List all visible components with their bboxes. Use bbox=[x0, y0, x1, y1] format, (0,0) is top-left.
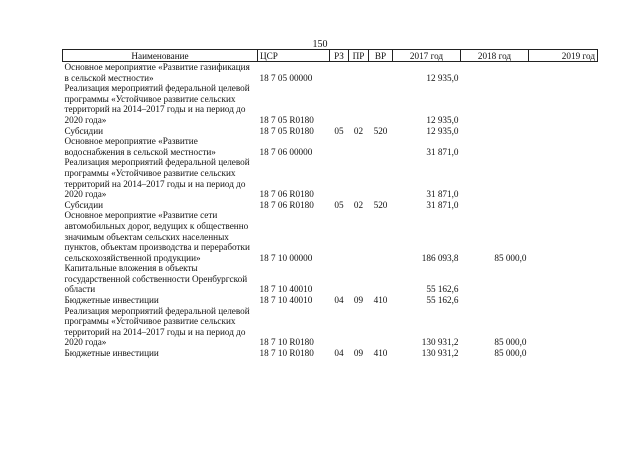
cell-pr: 09 bbox=[353, 348, 364, 359]
table-row bbox=[63, 348, 598, 359]
cell-name: Субсидии bbox=[64, 125, 104, 136]
cell-2017: 55 162,6 bbox=[426, 295, 459, 306]
cell-rz: 04 bbox=[334, 295, 344, 306]
cell-2018 bbox=[461, 200, 529, 211]
cell-2018 bbox=[461, 157, 529, 199]
header-vr: ВР bbox=[369, 50, 393, 62]
cell-csr: 18 7 06 R0180 bbox=[259, 189, 314, 200]
cell-pr: 02 bbox=[353, 125, 364, 136]
cell-2017: 12 935,0 bbox=[426, 114, 459, 125]
cell-rz bbox=[330, 136, 349, 157]
cell-name: Основное мероприятие «Развитие сети автомобильных дорог, ведущих к общественно значимым объектам сельских населенных пунктов, объектам производства и переработки сельскохозяйственной продукции» bbox=[64, 210, 250, 263]
cell-vr bbox=[369, 210, 393, 263]
cell-2019 bbox=[529, 348, 598, 359]
cell-csr: 18 7 05 00000 bbox=[259, 72, 313, 83]
table-header bbox=[63, 50, 598, 62]
cell-vr bbox=[369, 306, 393, 348]
cell-csr: 18 7 10 40010 bbox=[259, 295, 313, 306]
cell-2019 bbox=[529, 126, 598, 137]
table-row bbox=[63, 62, 598, 84]
cell-2019 bbox=[529, 136, 598, 157]
cell-csr: 18 7 06 R0180 bbox=[259, 199, 314, 210]
cell-pr bbox=[349, 306, 369, 348]
cell-vr: 520 bbox=[373, 199, 388, 210]
cell-vr: 410 bbox=[373, 348, 388, 359]
cell-2018: 85 000,0 bbox=[494, 337, 527, 348]
cell-pr bbox=[349, 62, 369, 84]
cell-pr bbox=[349, 83, 369, 125]
cell-2018 bbox=[461, 83, 529, 125]
cell-pr bbox=[349, 210, 369, 263]
cell-2018 bbox=[461, 136, 529, 157]
cell-2019 bbox=[529, 157, 598, 199]
cell-2018 bbox=[461, 62, 529, 84]
cell-2018 bbox=[461, 295, 529, 306]
cell-name: Реализация мероприятий федеральной целевой программы «Устойчивое развитие сельских территорий на 2014–2017 годы и на период до 2020 года» bbox=[64, 83, 250, 125]
cell-name: Реализация мероприятий федеральной целевой программы «Устойчивое развитие сельских территорий на 2014–2017 годы и на период до 2020 года» bbox=[64, 305, 250, 348]
cell-rz bbox=[330, 306, 349, 348]
cell-rz bbox=[330, 62, 349, 84]
cell-2017: 12 935,0 bbox=[426, 125, 459, 136]
cell-2019 bbox=[529, 295, 598, 306]
cell-2018: 85 000,0 bbox=[494, 252, 527, 263]
table-row bbox=[63, 263, 598, 295]
cell-vr bbox=[369, 83, 393, 125]
cell-rz bbox=[330, 157, 349, 199]
cell-vr: 410 bbox=[373, 295, 388, 306]
cell-rz: 05 bbox=[334, 199, 344, 210]
cell-2019 bbox=[529, 306, 598, 348]
cell-pr bbox=[349, 157, 369, 199]
table-row bbox=[63, 200, 598, 211]
cell-2017: 186 093,8 bbox=[421, 252, 459, 263]
header-pr: ПР bbox=[349, 50, 369, 62]
cell-name: Субсидии bbox=[64, 199, 104, 210]
cell-name: Бюджетные инвестиции bbox=[64, 348, 159, 359]
cell-csr: 18 7 10 R0180 bbox=[259, 348, 314, 359]
table-row bbox=[63, 157, 598, 199]
table-row bbox=[63, 210, 598, 263]
cell-2018: 85 000,0 bbox=[494, 348, 527, 359]
cell-name: Основное мероприятие «Развитие газификация в сельской местности» bbox=[64, 62, 250, 83]
cell-pr: 02 bbox=[353, 199, 364, 210]
cell-vr bbox=[369, 263, 393, 295]
cell-name: Капитальные вложения в объекты государственной собственности Оренбургской области bbox=[64, 263, 248, 295]
cell-csr: 18 7 10 R0180 bbox=[259, 337, 314, 348]
cell-2019 bbox=[529, 200, 598, 211]
cell-2018 bbox=[461, 263, 529, 295]
header-2018: 2018 год bbox=[461, 50, 529, 62]
cell-vr bbox=[369, 62, 393, 84]
budget-table bbox=[62, 49, 598, 359]
cell-rz: 04 bbox=[334, 348, 344, 359]
cell-2019 bbox=[529, 210, 598, 263]
header-rz: РЗ bbox=[330, 50, 349, 62]
cell-csr: 18 7 10 40010 bbox=[259, 284, 313, 295]
cell-2017: 31 871,0 bbox=[426, 189, 459, 200]
cell-pr bbox=[349, 263, 369, 295]
cell-2019 bbox=[529, 62, 598, 84]
cell-vr: 520 bbox=[373, 125, 388, 136]
cell-csr: 18 7 05 R0180 bbox=[259, 114, 314, 125]
table-row bbox=[63, 295, 598, 306]
cell-2017: 31 871,0 bbox=[426, 199, 459, 210]
cell-rz bbox=[330, 263, 349, 295]
cell-2017: 55 162,6 bbox=[426, 284, 459, 295]
cell-2017: 31 871,0 bbox=[426, 146, 459, 157]
table-row bbox=[63, 83, 598, 125]
table-row bbox=[63, 306, 598, 348]
cell-rz bbox=[330, 83, 349, 125]
cell-rz: 05 bbox=[334, 125, 344, 136]
cell-2017: 130 931,2 bbox=[421, 348, 459, 359]
table-body bbox=[63, 62, 598, 359]
cell-name: Реализация мероприятий федеральной целевой программы «Устойчивое развитие сельских территорий на 2014–2017 годы и на период до 2020 года» bbox=[64, 157, 250, 200]
page-number: 150 bbox=[312, 39, 328, 50]
header-2019: 2019 год bbox=[529, 50, 598, 62]
cell-pr: 09 bbox=[353, 295, 364, 306]
cell-2017: 12 935,0 bbox=[426, 72, 459, 83]
cell-2018 bbox=[461, 126, 529, 137]
cell-name: Бюджетные инвестиции bbox=[64, 295, 159, 306]
table-row bbox=[63, 136, 598, 157]
cell-name: Основное мероприятие «Развитие водоснабжения в сельской местности» bbox=[64, 136, 216, 157]
cell-2017: 130 931,2 bbox=[421, 337, 459, 348]
header-name: Наименование bbox=[63, 50, 258, 62]
cell-vr bbox=[369, 136, 393, 157]
header-csr: ЦСР bbox=[258, 50, 330, 62]
cell-2019 bbox=[529, 263, 598, 295]
cell-csr: 18 7 06 00000 bbox=[259, 146, 313, 157]
cell-pr bbox=[349, 136, 369, 157]
header-2017: 2017 год bbox=[393, 50, 461, 62]
table-row bbox=[63, 126, 598, 137]
cell-csr: 18 7 10 00000 bbox=[259, 252, 313, 263]
cell-csr: 18 7 05 R0180 bbox=[259, 125, 314, 136]
cell-rz bbox=[330, 210, 349, 263]
cell-2019 bbox=[529, 83, 598, 125]
cell-vr bbox=[369, 157, 393, 199]
